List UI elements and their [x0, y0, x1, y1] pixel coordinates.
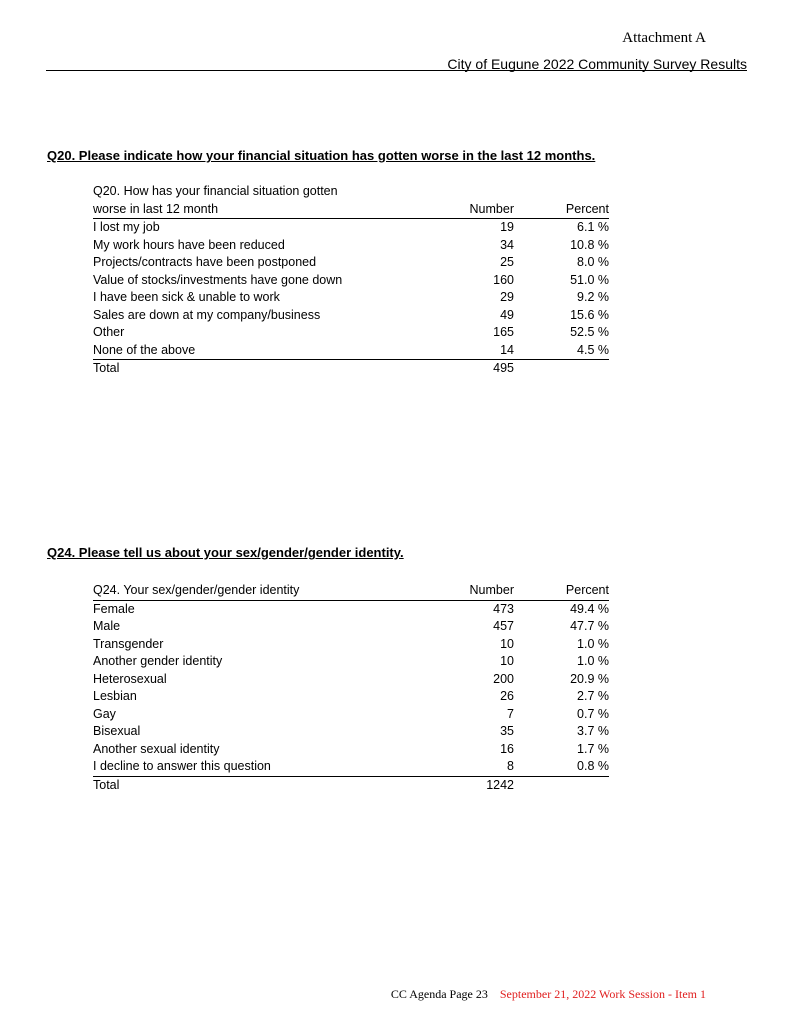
- table-row: [93, 254, 609, 272]
- row-label: Sales are down at my company/business: [93, 307, 321, 322]
- row-number: 8: [454, 758, 514, 776]
- row-label: Male: [93, 619, 121, 633]
- total-label: Total: [93, 361, 120, 375]
- row-number: 35: [500, 724, 514, 738]
- table-row: [93, 272, 609, 290]
- table-row: [93, 237, 609, 255]
- row-number: 34: [500, 237, 514, 252]
- row-label: I have been sick & unable to work: [93, 290, 280, 304]
- row-percent: 20.9 %: [570, 671, 609, 686]
- total-percent: [514, 776, 609, 794]
- q20-title: Q20. Please indicate how your financial situation has gotten worse in the last 12 months.: [47, 148, 596, 163]
- row-number: 49: [500, 307, 514, 322]
- table-row: [93, 618, 609, 636]
- q24-col-number: Number: [454, 582, 514, 600]
- total-label: Total: [93, 777, 120, 792]
- footer-page-number: CC Agenda Page 23: [390, 987, 488, 1001]
- row-percent: 10.8 %: [570, 237, 609, 252]
- row-percent: 15.6 %: [570, 307, 609, 322]
- total-percent: [514, 360, 609, 378]
- row-percent: 9.2 %: [577, 290, 609, 304]
- row-percent: 1.7 %: [577, 741, 609, 756]
- row-label: Another gender identity: [93, 654, 223, 668]
- document-subtitle: City of Eugune 2022 Community Survey Results: [447, 56, 747, 72]
- table-row: [93, 289, 609, 307]
- q20-header-row-1: [93, 183, 609, 201]
- row-label: I lost my job: [93, 220, 160, 234]
- row-number: 16: [500, 741, 514, 756]
- q20-header-row-2: [93, 201, 609, 219]
- total-row: [93, 360, 609, 378]
- total-number: 495: [493, 361, 514, 375]
- table-row: [93, 741, 609, 759]
- table-row: [93, 324, 609, 342]
- row-number: 26: [500, 689, 514, 703]
- table-row: [93, 600, 609, 618]
- row-label: Projects/contracts have been postponed: [93, 255, 317, 269]
- table-row: [93, 706, 609, 724]
- row-label: None of the above: [93, 342, 454, 360]
- table-row: [93, 219, 609, 237]
- row-number: 10: [500, 636, 514, 651]
- row-label: I decline to answer this question: [93, 758, 454, 776]
- row-number: 14: [454, 342, 514, 360]
- row-percent: 49.4 %: [570, 601, 609, 616]
- row-label: Bisexual: [93, 724, 141, 738]
- table-row: [93, 653, 609, 671]
- row-label: Lesbian: [93, 689, 137, 703]
- row-number: 7: [507, 706, 514, 721]
- row-percent: 51.0 %: [570, 272, 609, 287]
- q24-header-row: [93, 582, 609, 600]
- footer-session: September 21, 2022 Work Session - Item 1: [499, 987, 706, 1001]
- total-row: [93, 776, 609, 794]
- row-number: 165: [493, 325, 514, 339]
- row-percent: 8.0 %: [577, 255, 609, 269]
- row-percent: 2.7 %: [577, 689, 609, 703]
- row-number: 200: [493, 671, 514, 686]
- table-row: [93, 307, 609, 325]
- row-number: 160: [493, 272, 514, 287]
- row-number: 10: [500, 654, 514, 668]
- row-number: 457: [493, 619, 514, 633]
- row-number: 473: [493, 601, 514, 616]
- row-label: Gay: [93, 706, 116, 721]
- row-label: Heterosexual: [93, 671, 167, 686]
- table-row: [93, 688, 609, 706]
- row-number: 25: [500, 255, 514, 269]
- row-label: Female: [93, 601, 135, 616]
- row-percent: 4.5 %: [514, 342, 609, 360]
- row-number: 29: [500, 290, 514, 304]
- row-label: Value of stocks/investments have gone down: [93, 272, 343, 287]
- row-label: Another sexual identity: [93, 741, 220, 756]
- q24-col-percent: Percent: [514, 582, 609, 600]
- table-row: [93, 723, 609, 741]
- attachment-label: Attachment A: [622, 30, 706, 46]
- q20-header-line2: worse in last 12 month: [93, 201, 454, 219]
- q24-title: Q24. Please tell us about your sex/gender/gender identity.: [47, 545, 404, 560]
- q20-header-line1: Q20. How has your financial situation gotten: [93, 184, 338, 198]
- header-divider: [46, 70, 747, 71]
- table-row: [93, 671, 609, 689]
- table-row: [93, 636, 609, 654]
- q20-table: [93, 183, 609, 378]
- row-percent: 6.1 %: [577, 220, 609, 234]
- q24-table: [93, 582, 609, 794]
- row-percent: 47.7 %: [570, 619, 609, 633]
- row-percent: 0.7 %: [577, 706, 609, 721]
- table-row: [93, 758, 609, 776]
- row-percent: 1.0 %: [577, 654, 609, 668]
- total-number: 1242: [486, 777, 514, 792]
- page-footer: [391, 987, 706, 1002]
- table-row: [93, 342, 609, 360]
- row-label: Other: [93, 325, 125, 339]
- q20-col-number: Number: [454, 201, 514, 219]
- row-percent: 3.7 %: [577, 724, 609, 738]
- q20-col-percent: Percent: [514, 201, 609, 219]
- row-label: My work hours have been reduced: [93, 237, 285, 252]
- row-label: Transgender: [93, 636, 164, 651]
- row-percent: 52.5 %: [570, 325, 609, 339]
- row-number: 19: [500, 220, 514, 234]
- row-percent: 1.0 %: [577, 636, 609, 651]
- row-percent: 0.8 %: [514, 758, 609, 776]
- q24-header-label: Q24. Your sex/gender/gender identity: [93, 582, 454, 600]
